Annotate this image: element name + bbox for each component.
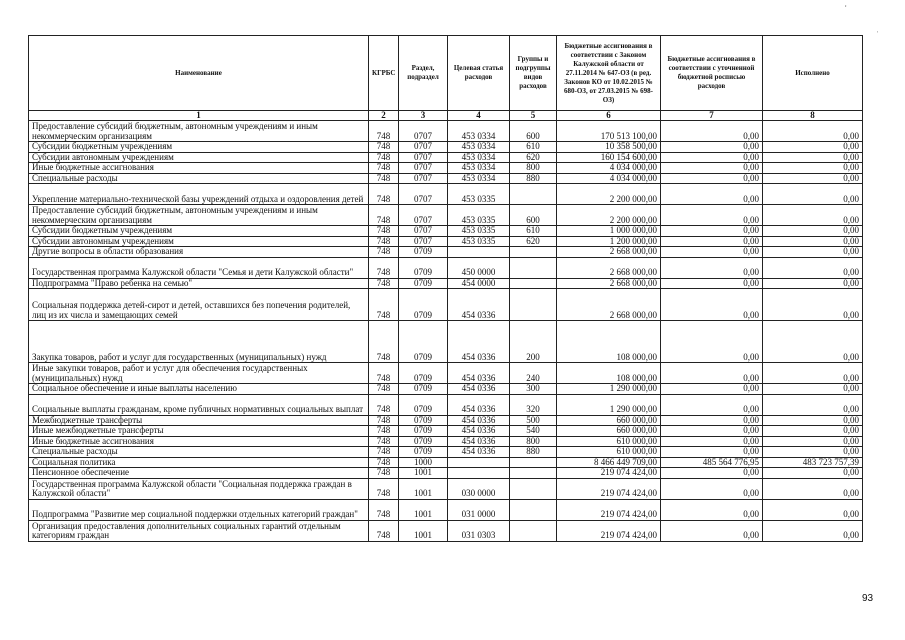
cell-refined: 485 564 776,95 [661, 457, 763, 468]
cell-target: 030 0000 [448, 478, 510, 499]
cell-group [510, 247, 557, 258]
cell-section: 0707 [399, 205, 448, 226]
cell-executed: 0,00 [763, 289, 863, 321]
table-row [29, 236, 863, 247]
cell-name: Социальная политика [29, 457, 369, 468]
column-number: 6 [557, 111, 661, 121]
table-row [29, 226, 863, 237]
cell-name: Специальные расходы [29, 447, 369, 458]
cell-refined: 0,00 [661, 321, 763, 363]
cell-section: 1000 [399, 457, 448, 468]
table-row [29, 426, 863, 437]
table-row [29, 478, 863, 499]
cell-group [510, 468, 557, 479]
cell-group [510, 257, 557, 278]
header-name: Наименование [29, 36, 369, 111]
cell-law: 4 034 000,00 [557, 163, 661, 174]
cell-law: 660 000,00 [557, 415, 661, 426]
cell-target: 454 0336 [448, 415, 510, 426]
page-number: 93 [862, 593, 874, 604]
table-row [29, 289, 863, 321]
cell-executed: 0,00 [763, 226, 863, 237]
cell-law: 219 074 424,00 [557, 520, 661, 541]
cell-kgrbs: 748 [369, 278, 399, 289]
cell-refined: 0,00 [661, 436, 763, 447]
table-row [29, 163, 863, 174]
cell-law: 2 200 000,00 [557, 205, 661, 226]
cell-executed: 0,00 [763, 121, 863, 142]
cell-target [448, 247, 510, 258]
table-row [29, 436, 863, 447]
cell-kgrbs: 748 [369, 121, 399, 142]
cell-section: 0709 [399, 426, 448, 437]
cell-name: Социальное обеспечение и иные выплаты населению [29, 384, 369, 395]
scan-mark: ʹ [845, 4, 847, 13]
cell-name: Межбюджетные трансферты [29, 415, 369, 426]
table-row [29, 205, 863, 226]
cell-group: 200 [510, 321, 557, 363]
cell-name: Подпрограмма "Право ребенка на семью" [29, 278, 369, 289]
cell-section: 0709 [399, 415, 448, 426]
cell-kgrbs: 748 [369, 394, 399, 415]
column-number: 5 [510, 111, 557, 121]
cell-name: Иные бюджетные ассигнования [29, 436, 369, 447]
cell-name: Социальная поддержка детей-сирот и детей, оставшихся без попечения родителей, лиц из их числа и замещающих семей [29, 289, 369, 321]
cell-refined: 0,00 [661, 121, 763, 142]
cell-kgrbs: 748 [369, 436, 399, 447]
cell-target: 454 0336 [448, 321, 510, 363]
cell-group: 620 [510, 152, 557, 163]
cell-target: 453 0335 [448, 236, 510, 247]
cell-kgrbs: 748 [369, 363, 399, 384]
header-refined-allocations: Бюджетные ассигнования в соответствии с уточненной бюджетной росписью расходов [661, 36, 763, 111]
cell-group: 300 [510, 384, 557, 395]
cell-refined: 0,00 [661, 289, 763, 321]
cell-kgrbs: 748 [369, 447, 399, 458]
cell-kgrbs: 748 [369, 173, 399, 184]
cell-executed: 0,00 [763, 152, 863, 163]
cell-refined: 0,00 [661, 415, 763, 426]
cell-executed: 0,00 [763, 394, 863, 415]
cell-refined: 0,00 [661, 499, 763, 520]
header-groups: Группы и подгруппы видов расходов [510, 36, 557, 111]
cell-group: 880 [510, 173, 557, 184]
cell-group: 240 [510, 363, 557, 384]
cell-law: 1 000 000,00 [557, 226, 661, 237]
cell-law: 4 034 000,00 [557, 173, 661, 184]
cell-refined: 0,00 [661, 447, 763, 458]
header-section: Раздел, подраздел [399, 36, 448, 111]
cell-kgrbs: 748 [369, 247, 399, 258]
cell-name: Государственная программа Калужской области "Семья и дети Калужской области" [29, 257, 369, 278]
cell-law: 219 074 424,00 [557, 499, 661, 520]
table-row [29, 321, 863, 363]
column-number: 4 [448, 111, 510, 121]
cell-name: Иные межбюджетные трансферты [29, 426, 369, 437]
table-row [29, 121, 863, 142]
cell-executed: 0,00 [763, 321, 863, 363]
cell-section: 0709 [399, 257, 448, 278]
cell-section: 0709 [399, 363, 448, 384]
cell-refined: 0,00 [661, 363, 763, 384]
cell-law: 2 668 000,00 [557, 289, 661, 321]
table-row [29, 457, 863, 468]
cell-refined: 0,00 [661, 142, 763, 153]
cell-group: 610 [510, 226, 557, 237]
cell-kgrbs: 748 [369, 415, 399, 426]
cell-law: 10 358 500,00 [557, 142, 661, 153]
cell-kgrbs: 748 [369, 468, 399, 479]
cell-section: 1001 [399, 478, 448, 499]
cell-name: Другие вопросы в области образования [29, 247, 369, 258]
header-kgrbs: КГРБС [369, 36, 399, 111]
cell-executed: 0,00 [763, 205, 863, 226]
cell-kgrbs: 748 [369, 384, 399, 395]
cell-law: 8 466 449 709,00 [557, 457, 661, 468]
cell-kgrbs: 748 [369, 152, 399, 163]
cell-law: 610 000,00 [557, 436, 661, 447]
cell-section: 0709 [399, 278, 448, 289]
cell-target: 454 0336 [448, 447, 510, 458]
cell-group: 620 [510, 236, 557, 247]
cell-group [510, 289, 557, 321]
cell-section: 0709 [399, 247, 448, 258]
cell-group: 320 [510, 394, 557, 415]
cell-target: 454 0336 [448, 289, 510, 321]
cell-target [448, 457, 510, 468]
column-number-row [29, 111, 863, 121]
table-row [29, 142, 863, 153]
cell-name: Иные закупки товаров, работ и услуг для обеспечения государственных (муниципальных) нужд [29, 363, 369, 384]
cell-refined: 0,00 [661, 184, 763, 205]
cell-law: 1 200 000,00 [557, 236, 661, 247]
header-target: Целевая статья расходов [448, 36, 510, 111]
cell-group [510, 478, 557, 499]
cell-law: 610 000,00 [557, 447, 661, 458]
cell-kgrbs: 748 [369, 520, 399, 541]
table-row [29, 257, 863, 278]
cell-target: 453 0334 [448, 121, 510, 142]
cell-law: 660 000,00 [557, 426, 661, 437]
cell-law: 2 668 000,00 [557, 247, 661, 258]
cell-section: 0709 [399, 394, 448, 415]
cell-kgrbs: 748 [369, 226, 399, 237]
cell-refined: 0,00 [661, 257, 763, 278]
cell-section: 0707 [399, 184, 448, 205]
cell-law: 1 290 000,00 [557, 394, 661, 415]
cell-group: 600 [510, 205, 557, 226]
cell-refined: 0,00 [661, 236, 763, 247]
column-number: 2 [369, 111, 399, 121]
budget-report-sheet [28, 35, 862, 542]
cell-refined: 0,00 [661, 247, 763, 258]
cell-target: 453 0335 [448, 184, 510, 205]
cell-name: Субсидии автономным учреждениям [29, 152, 369, 163]
cell-section: 0709 [399, 289, 448, 321]
table-row [29, 394, 863, 415]
cell-section: 0709 [399, 447, 448, 458]
cell-name: Государственная программа Калужской области "Социальная поддержка граждан в Калужской области" [29, 478, 369, 499]
cell-kgrbs: 748 [369, 478, 399, 499]
cell-refined: 0,00 [661, 173, 763, 184]
cell-section: 0707 [399, 163, 448, 174]
cell-group [510, 457, 557, 468]
cell-executed: 0,00 [763, 447, 863, 458]
cell-law: 1 290 000,00 [557, 384, 661, 395]
cell-target: 453 0335 [448, 226, 510, 237]
table-row [29, 415, 863, 426]
cell-section: 0707 [399, 121, 448, 142]
cell-kgrbs: 748 [369, 236, 399, 247]
cell-executed: 483 723 757,39 [763, 457, 863, 468]
cell-group [510, 278, 557, 289]
table-row [29, 184, 863, 205]
table-header-row [29, 36, 863, 111]
cell-section: 0707 [399, 226, 448, 237]
cell-name: Пенсионное обеспечение [29, 468, 369, 479]
cell-executed: 0,00 [763, 163, 863, 174]
table-row [29, 363, 863, 384]
table-row [29, 173, 863, 184]
cell-target: 453 0334 [448, 163, 510, 174]
cell-refined: 0,00 [661, 152, 763, 163]
cell-executed: 0,00 [763, 278, 863, 289]
cell-target: 454 0336 [448, 426, 510, 437]
cell-executed: 0,00 [763, 363, 863, 384]
cell-group: 610 [510, 142, 557, 153]
cell-target: 454 0000 [448, 278, 510, 289]
table-body [29, 111, 863, 542]
cell-kgrbs: 748 [369, 426, 399, 437]
cell-executed: 0,00 [763, 478, 863, 499]
cell-executed: 0,00 [763, 436, 863, 447]
cell-name: Укрепление материально-технической базы учреждений отдыха и оздоровления детей [29, 184, 369, 205]
cell-target: 454 0336 [448, 436, 510, 447]
cell-section: 0707 [399, 152, 448, 163]
cell-law: 170 513 100,00 [557, 121, 661, 142]
cell-law: 2 668 000,00 [557, 257, 661, 278]
cell-refined: 0,00 [661, 163, 763, 174]
cell-target [448, 468, 510, 479]
cell-group: 880 [510, 447, 557, 458]
cell-target: 453 0334 [448, 152, 510, 163]
cell-name: Организация предоставления дополнительных социальных гарантий отдельным категориям граждан [29, 520, 369, 541]
cell-name: Закупка товаров, работ и услуг для государственных (муниципальных) нужд [29, 321, 369, 363]
cell-section: 0709 [399, 436, 448, 447]
cell-kgrbs: 748 [369, 289, 399, 321]
cell-group: 800 [510, 436, 557, 447]
cell-executed: 0,00 [763, 173, 863, 184]
column-number: 3 [399, 111, 448, 121]
cell-executed: 0,00 [763, 142, 863, 153]
cell-executed: 0,00 [763, 520, 863, 541]
column-number: 8 [763, 111, 863, 121]
cell-name: Иные бюджетные ассигнования [29, 163, 369, 174]
cell-group: 600 [510, 121, 557, 142]
table-row [29, 384, 863, 395]
cell-target: 454 0336 [448, 394, 510, 415]
cell-executed: 0,00 [763, 499, 863, 520]
cell-executed: 0,00 [763, 257, 863, 278]
budget-table [28, 35, 863, 542]
table-row [29, 278, 863, 289]
cell-group: 540 [510, 426, 557, 437]
cell-executed: 0,00 [763, 247, 863, 258]
cell-name: Субсидии автономным учреждениям [29, 236, 369, 247]
cell-name: Субсидии бюджетным учреждениям [29, 142, 369, 153]
table-row [29, 152, 863, 163]
cell-kgrbs: 748 [369, 499, 399, 520]
table-row [29, 499, 863, 520]
cell-target: 031 0303 [448, 520, 510, 541]
cell-target: 453 0335 [448, 205, 510, 226]
cell-kgrbs: 748 [369, 142, 399, 153]
cell-law: 219 074 424,00 [557, 478, 661, 499]
cell-law: 160 154 600,00 [557, 152, 661, 163]
cell-refined: 0,00 [661, 478, 763, 499]
table-row [29, 468, 863, 479]
table-row [29, 520, 863, 541]
cell-section: 0709 [399, 321, 448, 363]
cell-group [510, 499, 557, 520]
cell-name: Субсидии бюджетным учреждениям [29, 226, 369, 237]
cell-kgrbs: 748 [369, 457, 399, 468]
cell-name: Предоставление субсидий бюджетным, автономным учреждениям и иным некоммерческим организациям [29, 121, 369, 142]
cell-section: 0709 [399, 384, 448, 395]
cell-executed: 0,00 [763, 426, 863, 437]
cell-group [510, 520, 557, 541]
cell-target: 454 0336 [448, 384, 510, 395]
cell-refined: 0,00 [661, 520, 763, 541]
cell-law: 108 000,00 [557, 321, 661, 363]
cell-group [510, 184, 557, 205]
cell-refined: 0,00 [661, 278, 763, 289]
cell-target: 453 0334 [448, 173, 510, 184]
cell-executed: 0,00 [763, 468, 863, 479]
cell-section: 0707 [399, 236, 448, 247]
cell-refined: 0,00 [661, 468, 763, 479]
scan-mark: ˈ [876, 30, 879, 39]
cell-name: Подпрограмма "Развитие мер социальной поддержки отдельных категорий граждан" [29, 499, 369, 520]
cell-law: 2 668 000,00 [557, 278, 661, 289]
cell-law: 2 200 000,00 [557, 184, 661, 205]
cell-kgrbs: 748 [369, 257, 399, 278]
cell-executed: 0,00 [763, 415, 863, 426]
cell-law: 108 000,00 [557, 363, 661, 384]
cell-section: 1001 [399, 468, 448, 479]
cell-target: 450 0000 [448, 257, 510, 278]
cell-refined: 0,00 [661, 226, 763, 237]
cell-section: 0707 [399, 173, 448, 184]
cell-target: 453 0334 [448, 142, 510, 153]
cell-group: 800 [510, 163, 557, 174]
cell-name: Социальные выплаты гражданам, кроме публичных нормативных социальных выплат [29, 394, 369, 415]
column-number: 1 [29, 111, 369, 121]
cell-law: 219 074 424,00 [557, 468, 661, 479]
cell-kgrbs: 748 [369, 321, 399, 363]
cell-name: Специальные расходы [29, 173, 369, 184]
cell-refined: 0,00 [661, 205, 763, 226]
cell-refined: 0,00 [661, 426, 763, 437]
header-law-allocations: Бюджетные ассигнования в соответствии с Законом Калужской области от 27.11.2014 № 647-ОЗ (в ред. Законов КО от 10.02.2015 № 680-ОЗ, от 27.03.2015 № 698-ОЗ) [557, 36, 661, 111]
cell-refined: 0,00 [661, 394, 763, 415]
cell-section: 0707 [399, 142, 448, 153]
cell-executed: 0,00 [763, 236, 863, 247]
cell-executed: 0,00 [763, 384, 863, 395]
cell-kgrbs: 748 [369, 205, 399, 226]
cell-name: Предоставление субсидий бюджетным, автономным учреждениям и иным некоммерческим организациям [29, 205, 369, 226]
cell-refined: 0,00 [661, 384, 763, 395]
cell-executed: 0,00 [763, 184, 863, 205]
cell-target: 454 0336 [448, 363, 510, 384]
column-number: 7 [661, 111, 763, 121]
header-executed: Исполнено [763, 36, 863, 111]
cell-target: 031 0000 [448, 499, 510, 520]
cell-kgrbs: 748 [369, 184, 399, 205]
cell-section: 1001 [399, 520, 448, 541]
cell-kgrbs: 748 [369, 163, 399, 174]
cell-group: 500 [510, 415, 557, 426]
table-row [29, 447, 863, 458]
cell-section: 1001 [399, 499, 448, 520]
table-row [29, 247, 863, 258]
